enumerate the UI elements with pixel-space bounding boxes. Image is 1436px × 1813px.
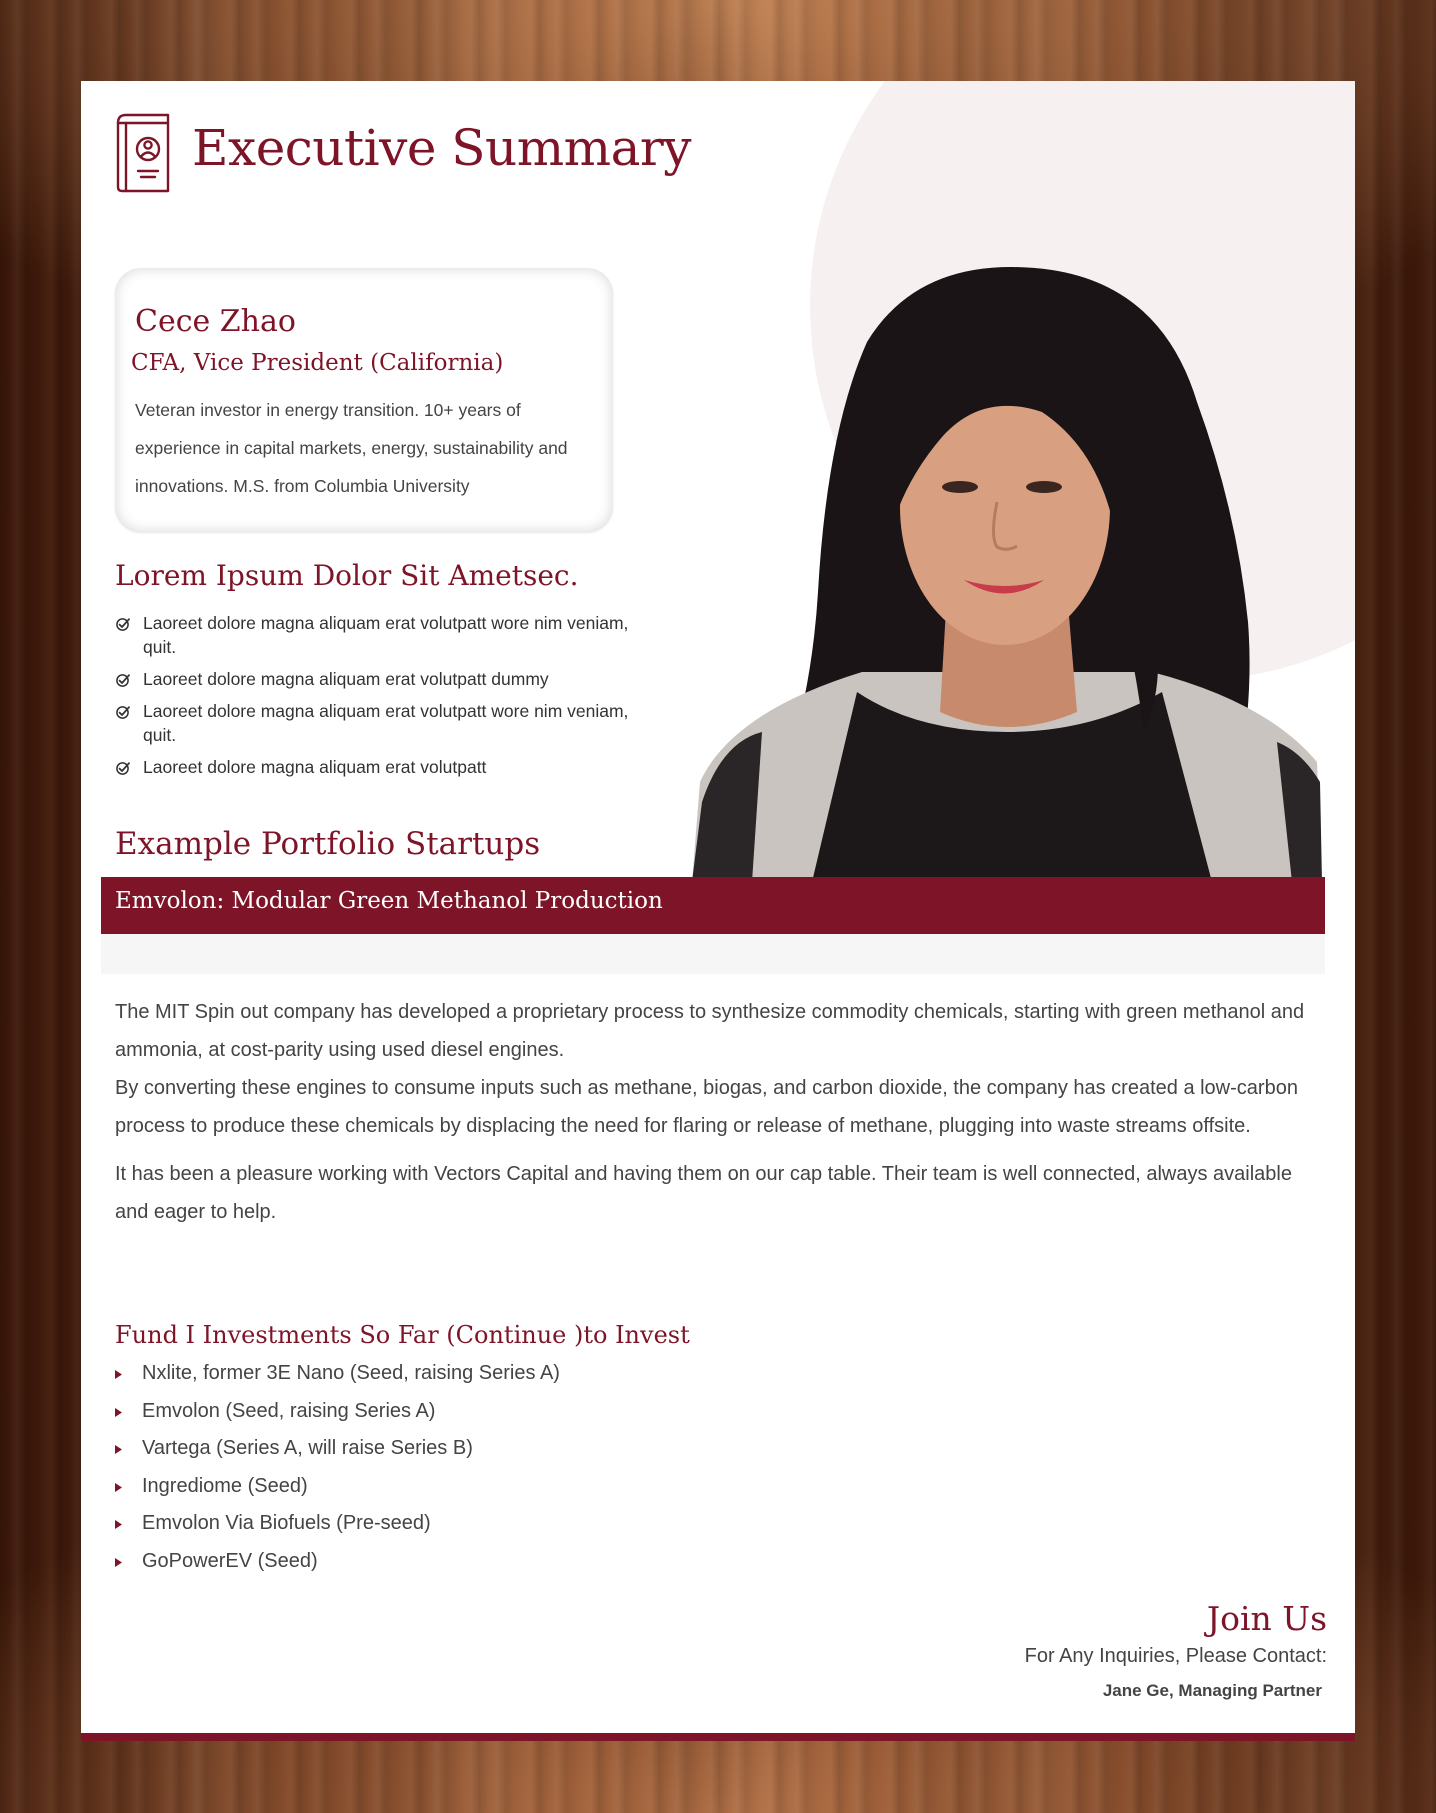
list-item-text: GoPowerEV (Seed) [142,1549,318,1572]
list-item [115,611,635,659]
list-item [115,1543,560,1581]
list-item [115,1355,560,1393]
join-title: Join Us [1206,1599,1327,1638]
list-item-text: Laoreet dolore magna aliquam erat volutpatt wore nim veniam, quit. [143,701,629,745]
photo-cardigan-shadow [692,732,762,882]
check-circle-icon [115,616,131,632]
list-item-text: Nxlite, former 3E Nano (Seed, raising Series A) [142,1362,560,1384]
contact-name: Jane Ge, Managing Partner [1102,1681,1322,1700]
list-item-text: Laoreet dolore magna aliquam erat volutpatt dummy [143,669,549,689]
triangle-bullet-icon [115,1445,122,1454]
join-subtitle: For Any Inquiries, Please Contact: [1024,1645,1327,1667]
lorem-heading: Lorem Ipsum Dolor Sit Ametsec. [115,559,579,592]
profile-role: CFA, Vice President (California) [131,350,504,376]
list-item-text: Laoreet dolore magna aliquam erat volutpatt wore nim veniam, quit. [143,613,629,657]
triangle-bullet-icon [115,1370,122,1379]
photo-eye [1026,481,1062,493]
list-item-text: Laoreet dolore magna aliquam erat volutpatt [143,757,487,777]
triangle-bullet-icon [115,1483,122,1492]
check-circle-icon [115,672,131,688]
summary-page [81,81,1355,1741]
list-item-text: Ingrediome (Seed) [142,1474,308,1497]
description-paragraph: The MIT Spin out company has developed a proprietary process to synthesize commodity chemicals, starting with green methanol and ammonia, at cost-parity using used diesel engines. [115,1001,1305,1061]
list-item [115,1393,560,1431]
list-item [115,699,635,747]
profile-bio: Veteran investor in energy transition. 10+ years of experience in capital markets, energy, sustainability and innovations. M.S. from Columbia University [135,400,568,496]
profile-book-icon [112,111,172,193]
list-item-text: Emvolon Via Biofuels (Pre-seed) [142,1512,431,1534]
portfolio-heading: Example Portfolio Startups [115,826,541,862]
portfolio-banner: Emvolon: Modular Green Methanol Production [101,877,1325,934]
profile-card [115,268,613,532]
profile-photo [692,262,1322,882]
page-title: Executive Summary [192,119,692,177]
profile-name: Cece Zhao [135,304,296,339]
check-circle-icon [115,704,131,720]
list-item [115,1468,560,1506]
list-item [115,755,635,779]
list-item-text: Vartega (Series A, will raise Series B) [142,1437,473,1459]
fund-list [115,1355,560,1580]
portfolio-description [115,993,1325,1231]
photo-eye [942,481,978,493]
banner-shade [101,934,1325,974]
check-circle-icon [115,760,131,776]
fund-heading: Fund I Investments So Far (Continue )to Invest [115,1321,690,1349]
triangle-bullet-icon [115,1520,122,1529]
triangle-bullet-icon [115,1558,122,1567]
triangle-bullet-icon [115,1408,122,1417]
list-item [115,1505,560,1543]
list-item-text: Emvolon (Seed, raising Series A) [142,1399,436,1422]
description-paragraph: By converting these engines to consume inputs such as methane, biogas, and carbon dioxide, the company has created a low-carbon process to produce these chemicals by displacing the need for flaring or release of methane, plugging into waste streams offsite. [115,1077,1298,1137]
description-paragraph: It has been a pleasure working with Vectors Capital and having them on our cap table. Their team is well connected, always available and eager to help. [115,1163,1292,1223]
list-item [115,667,635,691]
list-item [115,1430,560,1468]
lorem-list [115,611,635,787]
